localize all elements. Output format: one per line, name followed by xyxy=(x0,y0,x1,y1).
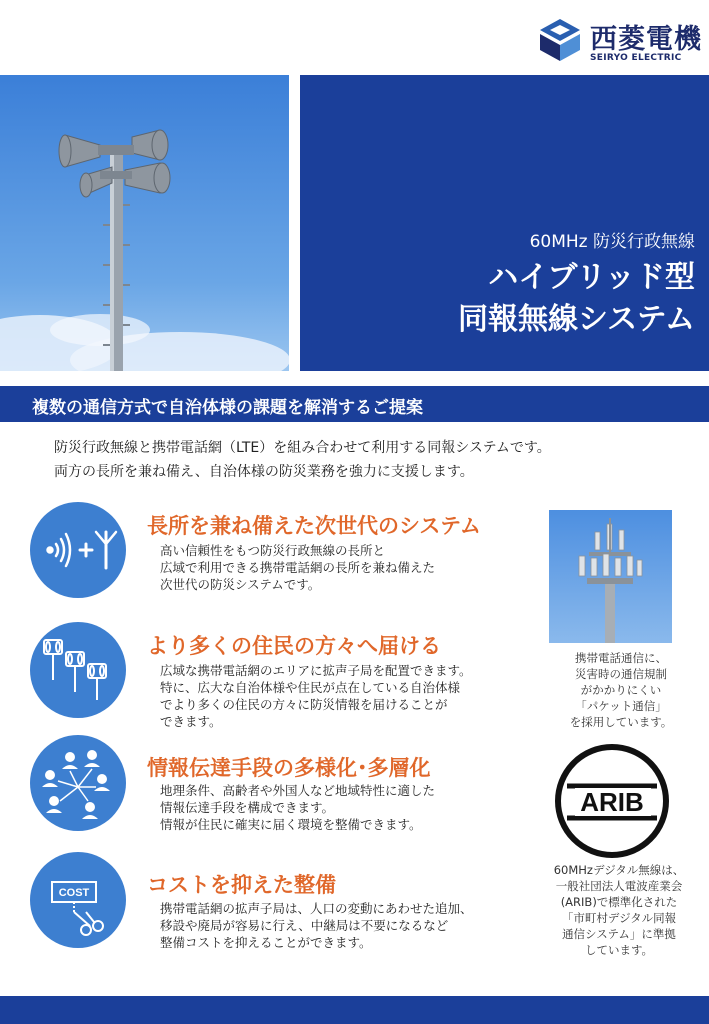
intro-line: 両方の長所を兼ね備え、自治体様の防災業務を強力に支援します。 xyxy=(54,464,474,480)
caption-line: を採用しています。 xyxy=(569,715,673,729)
caption-line: 60MHzデジタル無線は、 xyxy=(553,863,685,877)
hero-title-line1: ハイブリッド型 xyxy=(488,260,695,295)
feature-line: 次世代の防災システムです。 xyxy=(160,577,321,592)
caption-line: 「市町村デジタル同報 xyxy=(561,911,677,925)
feature-title: 情報伝達手段の多様化･多層化 xyxy=(147,756,431,780)
banner-text: 複数の通信方式で自治体様の課題を解消するご提案 xyxy=(32,398,423,418)
caption-line: 通信システム」に準拠 xyxy=(562,927,676,941)
feature-line: 情報が住民に確実に届く環境を整備できます。 xyxy=(160,817,422,832)
feature-line: 広域で利用できる携帯電話網の長所を兼ね備えた xyxy=(160,560,436,575)
feature-description xyxy=(160,662,472,730)
hero-photo xyxy=(0,75,289,371)
arib-caption xyxy=(533,862,705,958)
cell-tower-photo xyxy=(549,510,672,643)
feature-line: 広域な携帯電話網のエリアに拡声子局を配置できます。 xyxy=(160,663,472,678)
feature-line: 情報伝達手段を構成できます。 xyxy=(160,800,335,815)
feature-title: 長所を兼ね備えた次世代のシステム xyxy=(147,514,481,538)
company-name-en: SEIRYO ELECTRIC xyxy=(590,53,682,63)
caption-line: がかかりにくい xyxy=(580,683,662,697)
caption-line: 「パケット通信」 xyxy=(575,699,667,713)
feature-line: できます。 xyxy=(160,714,222,729)
intro-line: 防災行政無線と携帯電話網（LTE）を組み合わせて利用する同報システムです。 xyxy=(54,440,551,456)
cost-label: COST xyxy=(58,887,90,899)
cost-cut-icon xyxy=(30,852,126,948)
caption-line: 携帯電話通信に、 xyxy=(575,651,667,665)
arib-logo xyxy=(553,742,671,860)
caption-line: (ARIB)で標準化された xyxy=(560,895,678,909)
company-logo xyxy=(538,15,703,67)
hero-panel xyxy=(300,75,709,371)
hero-title xyxy=(458,257,695,341)
caption-line: 災害時の通信規制 xyxy=(575,667,667,681)
feature-line: 高い信頼性をもつ防災行政無線の長所と xyxy=(160,543,386,558)
feature-description xyxy=(160,900,473,951)
feature-line: 整備コストを抑えることができます。 xyxy=(160,935,372,950)
hero-subtitle: 60MHz 防災行政無線 xyxy=(529,232,695,252)
feature-line: 携帯電話網の拡声子局は、人口の変動にあわせた追加、 xyxy=(160,901,473,916)
feature-line: 地理条件、高齢者や外国人など地域特性に適した xyxy=(160,783,436,798)
caption-line: 一般社団法人電波産業会 xyxy=(555,879,683,893)
feature-description xyxy=(160,542,435,593)
caption-line: しています。 xyxy=(584,943,654,957)
feature-line: 特に、広大な自治体様や住民が点在している自治体様 xyxy=(160,680,461,695)
arib-label: ARIB xyxy=(580,787,644,817)
hero-title-line2: 同報無線システム xyxy=(458,302,695,337)
tower-caption xyxy=(540,650,702,730)
feature-title: より多くの住民の方々へ届ける xyxy=(147,634,441,658)
people-network-icon xyxy=(30,735,126,831)
feature-line: 移設や廃局が容易に行え、中継局は不要になるなど xyxy=(160,918,449,933)
intro-text xyxy=(54,436,551,484)
loudspeakers-icon xyxy=(30,622,126,718)
feature-description xyxy=(160,782,435,833)
wireless-plus-antenna-icon xyxy=(30,502,126,598)
section-banner xyxy=(0,386,709,422)
company-name-jp: 西菱電機 xyxy=(590,24,702,55)
seiryo-logo-icon xyxy=(538,17,582,63)
footer-bar xyxy=(0,996,709,1024)
feature-title: コストを抑えた整備 xyxy=(147,873,336,897)
feature-line: でより多くの住民の方々に防災情報を届けることが xyxy=(160,697,448,712)
